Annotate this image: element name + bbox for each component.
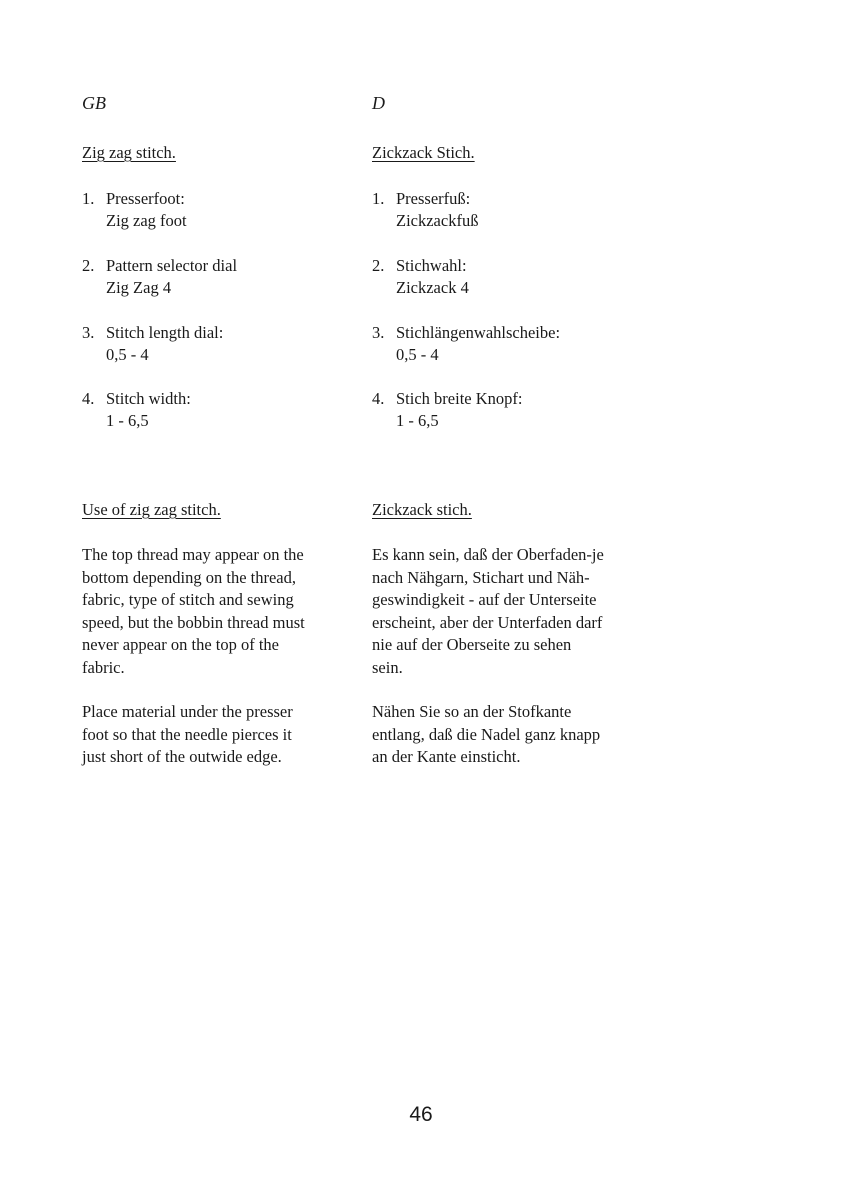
- language-label-gb: GB: [82, 93, 106, 113]
- section-heading-use-of-zig-zag: Use of zig zag stitch.: [82, 500, 221, 519]
- item-label: Stich breite Knopf:: [396, 389, 523, 408]
- item-label: Stitch length dial:: [106, 323, 224, 342]
- item-number: 1.: [372, 189, 385, 208]
- item-value: Zig Zag 4: [106, 278, 172, 297]
- item-value: Zickzackfuß: [396, 211, 479, 230]
- language-label-de: D: [372, 93, 385, 113]
- item-value: 1 - 6,5: [106, 411, 149, 430]
- item-number: 2.: [82, 256, 95, 275]
- item-value: 1 - 6,5: [396, 411, 439, 430]
- section-heading-zickzack-stich-use: Zickzack stich.: [372, 500, 472, 519]
- item-label: Stichwahl:: [396, 256, 467, 275]
- item-label: Pattern selector dial: [106, 256, 238, 275]
- item-number: 4.: [372, 389, 385, 408]
- item-value: 0,5 - 4: [396, 345, 439, 364]
- item-number: 3.: [372, 323, 385, 342]
- item-number: 2.: [372, 256, 385, 275]
- paragraph-thread-note: The top thread may appear on the bottom depending on the thread, fabric, type of stitch and sewing speed, but the bobbin thread must never appear on the top of the fabric.: [82, 545, 305, 677]
- paragraph-placement: Nähen Sie so an der Stofkante entlang, daß die Nadel ganz knapp an der Kante einsticht.: [372, 702, 601, 766]
- page-number: 46: [409, 1103, 433, 1126]
- section-heading-zig-zag-stitch: Zig zag stitch.: [82, 143, 176, 162]
- item-label: Presserfuß:: [396, 189, 471, 208]
- paragraph-thread-note: Es kann sein, daß der Oberfaden-je nach Nähgarn, Stichart und Näh- geswindigkeit - auf der Unterseite erscheint, aber der Unterfaden darf nie auf der Oberseite zu sehen sein.: [372, 545, 604, 677]
- item-value: Zig zag foot: [106, 211, 187, 230]
- section-heading-zickzack-stich: Zickzack Stich.: [372, 143, 475, 162]
- paragraph-placement: Place material under the presser foot so that the needle pierces it just short of the outwide edge.: [82, 702, 293, 766]
- item-number: 4.: [82, 389, 95, 408]
- item-value: Zickzack 4: [396, 278, 469, 297]
- item-label: Stitch width:: [106, 389, 191, 408]
- item-number: 1.: [82, 189, 95, 208]
- item-value: 0,5 - 4: [106, 345, 149, 364]
- item-label: Presserfoot:: [106, 189, 185, 208]
- item-number: 3.: [82, 323, 95, 342]
- item-label: Stichlängenwahlscheibe:: [396, 323, 561, 342]
